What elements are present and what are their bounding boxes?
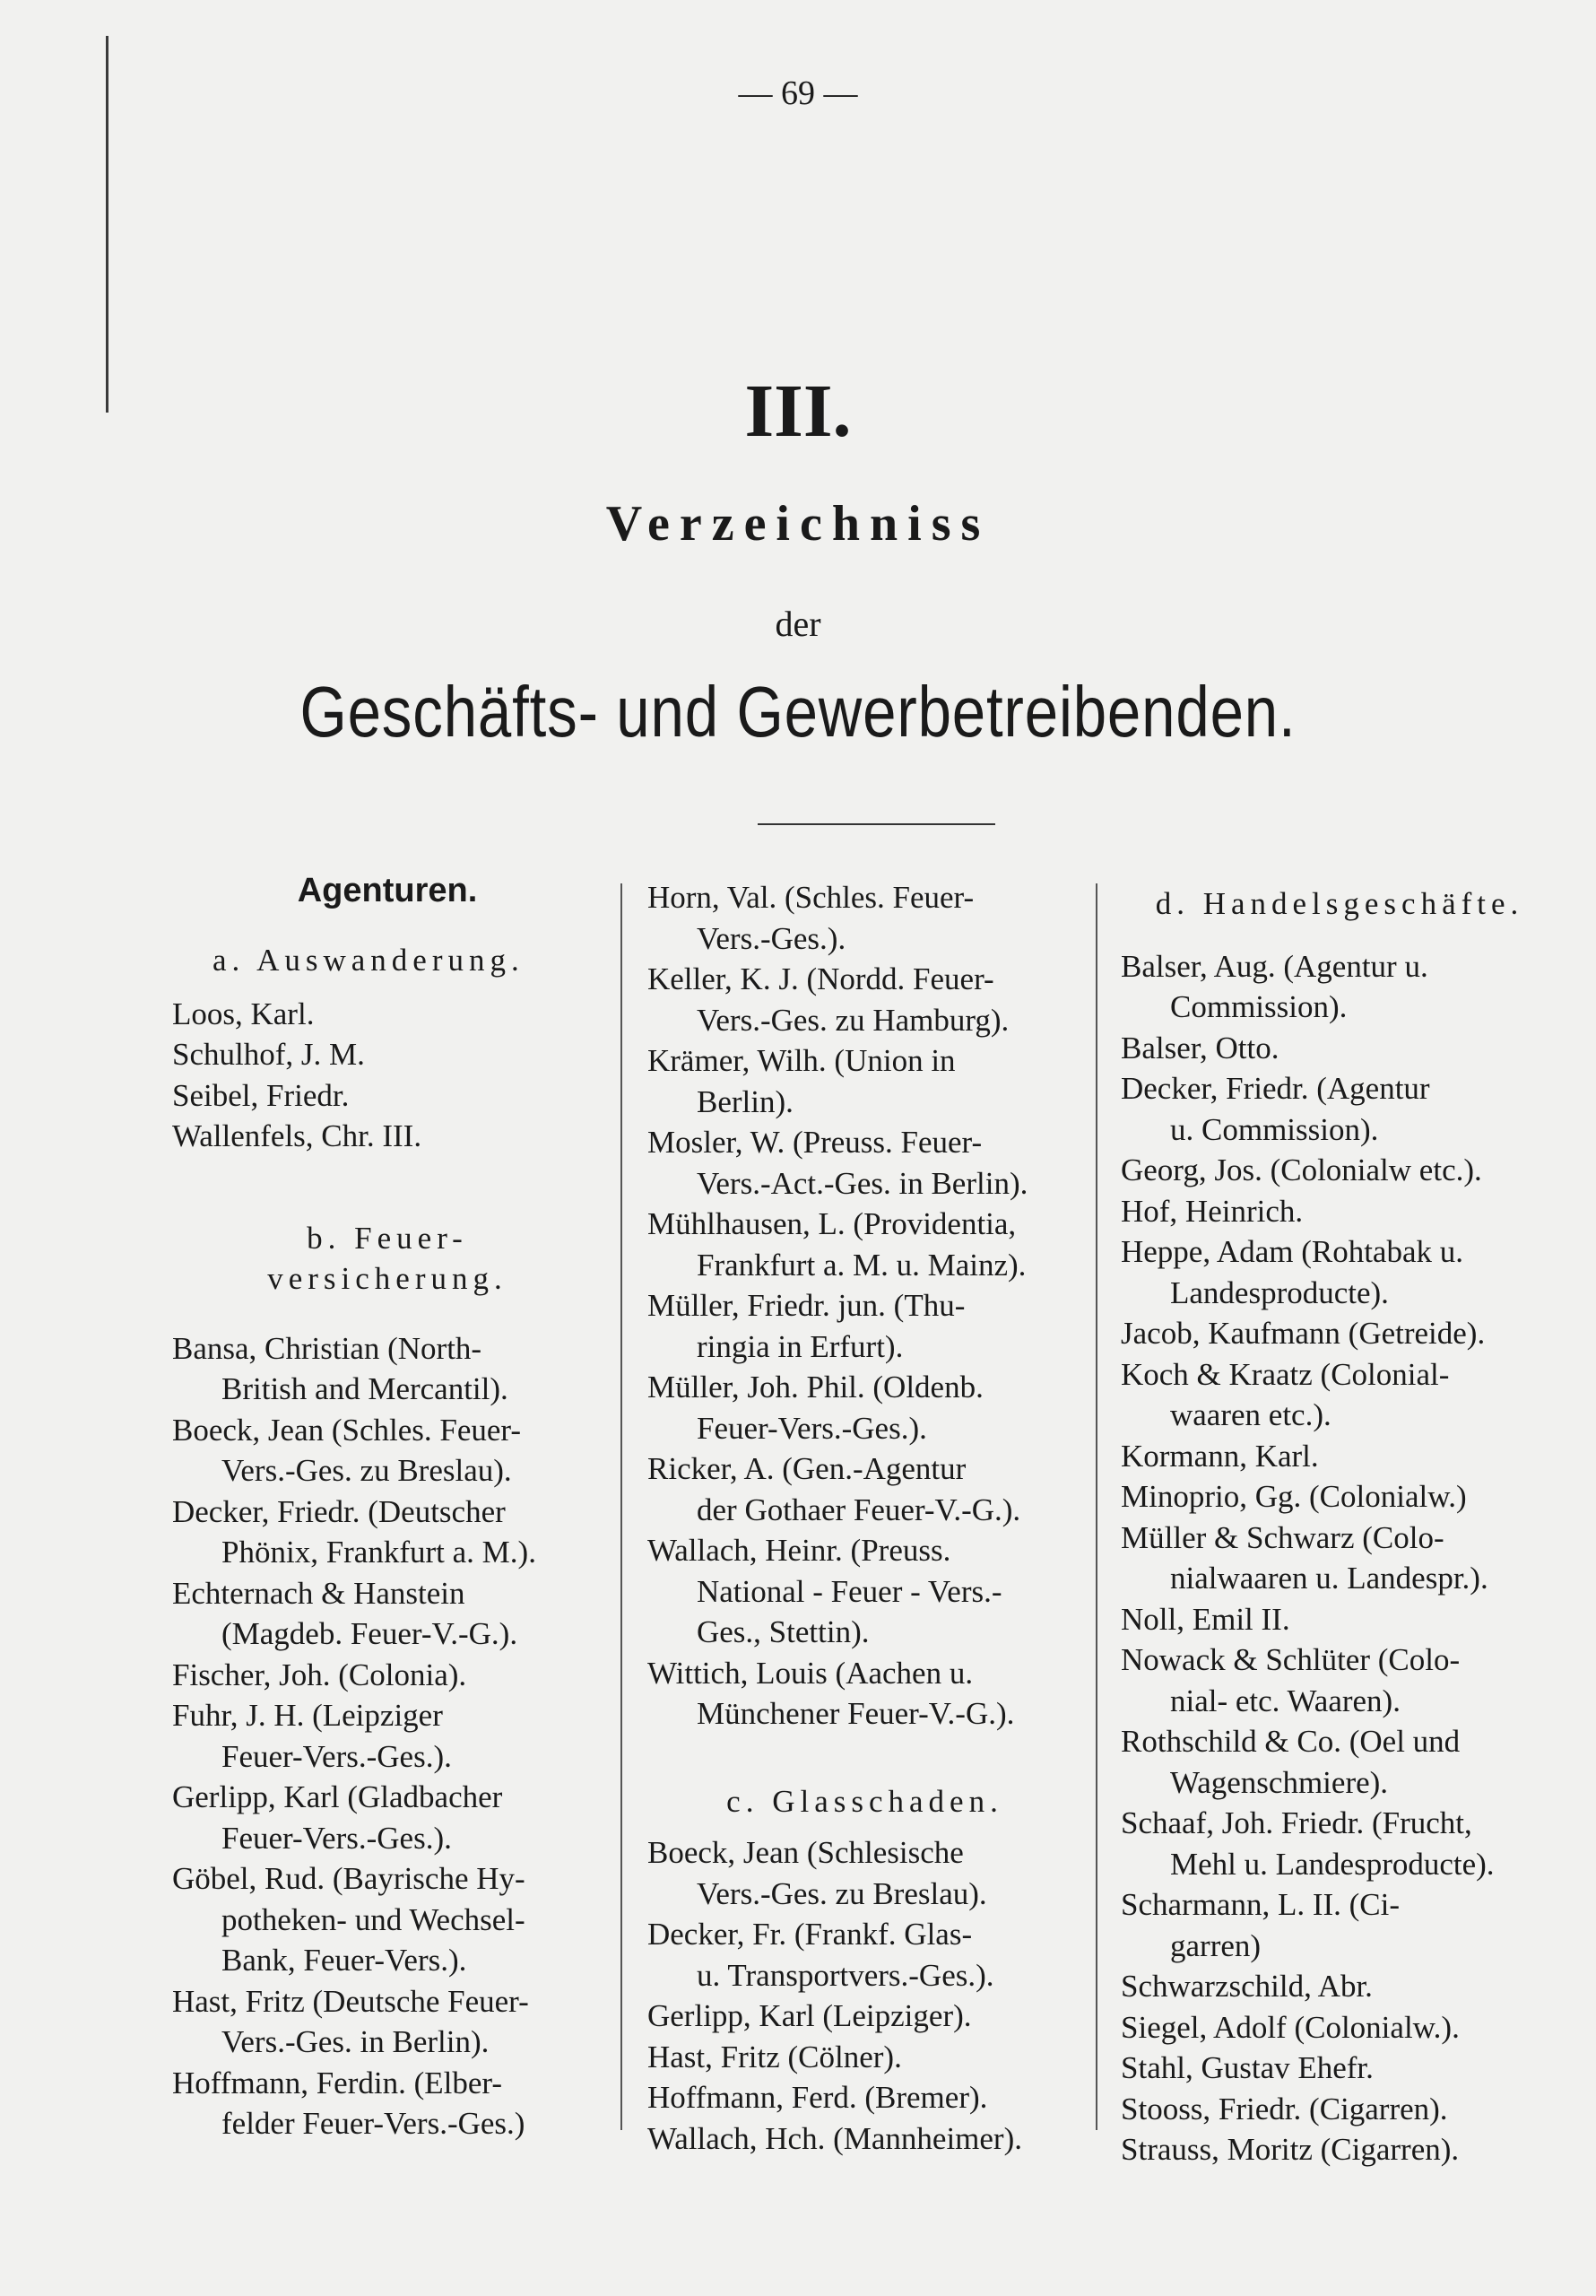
agenturen-heading: Agenturen.	[297, 872, 478, 909]
list-entry	[1121, 1803, 1558, 1884]
entry-continuation: nialwaaren u. Landespr.).	[1170, 1561, 1488, 1596]
list-entry	[1121, 1966, 1558, 2007]
entry-continuation: Vers.-Act.-Ges. in Berlin).	[697, 1165, 1028, 1201]
entry-line: Balser, Otto.	[1121, 1030, 1279, 1065]
list-entry	[1121, 1518, 1558, 1599]
list-entry	[1121, 2048, 1558, 2089]
entry-line: Müller, Friedr. jun. (Thu-	[647, 1288, 966, 1323]
list-entry	[1121, 1884, 1558, 1966]
list-entry	[647, 1448, 1082, 1530]
entry-line: Keller, K. J. (Nordd. Feuer-	[647, 961, 994, 996]
entry-continuation: Vers.-Ges. in Berlin).	[221, 2024, 490, 2059]
list-entry	[172, 1858, 603, 1981]
entry-line: Schaaf, Joh. Friedr. (Frucht,	[1121, 1805, 1472, 1840]
entry-line: Decker, Fr. (Frankf. Glas-	[647, 1917, 973, 1952]
column-agenturen	[172, 868, 603, 2144]
entry-line: Strauss, Moritz (Cigarren).	[1121, 2132, 1460, 2167]
list-entry	[647, 2077, 1082, 2118]
entry-line: Gerlipp, Karl (Leipziger).	[647, 1998, 972, 2033]
entry-continuation: Phönix, Frankfurt a. M.).	[221, 1535, 536, 1570]
entry-continuation: potheken- und Wechsel-	[221, 1901, 525, 1937]
list-entry	[647, 1285, 1082, 1367]
list-entry	[647, 1367, 1082, 1448]
entry-line: Echternach & Hanstein	[172, 1575, 465, 1611]
entry-line: Georg, Jos. (Colonialw etc.).	[1121, 1152, 1482, 1187]
entry-continuation: Mehl u. Landesproducte).	[1170, 1846, 1495, 1882]
list-entry	[1121, 1476, 1558, 1518]
list-entry	[172, 1573, 603, 1655]
list-entry	[172, 1075, 603, 1117]
list-entry	[172, 1034, 603, 1075]
entry-continuation: Ges., Stettin).	[697, 1614, 870, 1649]
section-glasschaden-label: c. Glasschaden.	[726, 1783, 1003, 1819]
list-entry	[1121, 1231, 1558, 1313]
title-divider	[758, 823, 995, 825]
entry-line: Balser, Aug. (Agentur u.	[1121, 948, 1428, 984]
entry-continuation: u. Transportvers.-Ges.).	[697, 1957, 994, 1993]
entry-line: Wittich, Louis (Aachen u.	[647, 1655, 974, 1691]
list-entry	[647, 2037, 1082, 2078]
list-entry	[172, 2063, 603, 2144]
list-entry	[1121, 1068, 1558, 1150]
entry-line: Wallach, Hch. (Mannheimer).	[647, 2120, 1022, 2156]
entry-continuation: British and Mercantil).	[221, 1371, 508, 1406]
list-entry	[647, 1653, 1082, 1735]
entry-continuation: Vers.-Ges.).	[697, 920, 846, 956]
entry-continuation: Feuer-Vers.-Ges.).	[221, 1820, 452, 1856]
entry-line: Kormann, Karl.	[1121, 1438, 1319, 1474]
list-entry	[1121, 1150, 1558, 1191]
list-entry	[1121, 1028, 1558, 1069]
entry-line: Hof, Heinrich.	[1121, 1193, 1304, 1229]
column-divider-2	[1096, 883, 1097, 2130]
list-entry	[647, 1122, 1082, 1204]
entry-line: Loos, Karl.	[172, 996, 315, 1031]
entry-line: Scharmann, L. II. (Ci-	[1121, 1887, 1401, 1922]
list-entry	[172, 1695, 603, 1777]
entry-line: Krämer, Wilh. (Union in	[647, 1043, 956, 1078]
list-entry	[1121, 2129, 1558, 2170]
entry-line: Jacob, Kaufmann (Getreide).	[1121, 1316, 1486, 1351]
section-feuerversicherung-label: versicherung.	[267, 1261, 507, 1296]
list-entry	[1121, 946, 1558, 1028]
entry-line: Decker, Friedr. (Deutscher	[172, 1493, 506, 1529]
section-feuerversicherung-label: b. Feuer-	[307, 1220, 468, 1256]
entry-continuation: Vers.-Ges. zu Hamburg).	[697, 1002, 1010, 1038]
entry-line: Seibel, Friedr.	[172, 1077, 350, 1113]
list-entry	[172, 1655, 603, 1696]
page-number: — 69 —	[738, 74, 858, 112]
section-handelsgeschaefte-label: d. Handelsgeschäfte.	[1155, 886, 1524, 921]
entry-line: Fuhr, J. H. (Leipziger	[172, 1698, 443, 1733]
entry-continuation: waaren etc.).	[1170, 1397, 1331, 1432]
section-roman-numeral: III.	[744, 370, 852, 453]
entry-line: Stooss, Friedr. (Cigarren).	[1121, 2091, 1448, 2126]
entry-line: Mühlhausen, L. (Providentia,	[647, 1206, 1017, 1241]
entry-line: Minoprio, Gg. (Colonialw.)	[1121, 1479, 1467, 1514]
entry-continuation: ringia in Erfurt).	[697, 1328, 904, 1364]
list-entry	[647, 1530, 1082, 1653]
entry-continuation: Landesproducte).	[1170, 1274, 1389, 1310]
entry-continuation: nial- etc. Waaren).	[1170, 1683, 1401, 1718]
entry-line: Heppe, Adam (Rohtabak u.	[1121, 1234, 1463, 1269]
list-entry	[647, 877, 1082, 959]
entry-line: Siegel, Adolf (Colonialw.).	[1121, 2009, 1460, 2045]
list-entry	[647, 2118, 1082, 2160]
entry-continuation: Feuer-Vers.-Ges.).	[697, 1410, 927, 1446]
entry-continuation: garren)	[1170, 1927, 1262, 1963]
list-entry	[172, 1492, 603, 1573]
entry-continuation: Wagenschmiere).	[1170, 1764, 1389, 1800]
list-entry	[1121, 1313, 1558, 1354]
title-main: Geschäfts- und Gewerbetreibenden.	[299, 672, 1297, 752]
entry-line: Noll, Emil II.	[1121, 1601, 1290, 1637]
list-entry	[647, 1914, 1082, 1996]
entry-line: Rothschild & Co. (Oel und	[1121, 1724, 1461, 1759]
entry-line: Boeck, Jean (Schles. Feuer-	[172, 1412, 522, 1448]
entry-continuation: Frankfurt a. M. u. Mainz).	[697, 1247, 1027, 1283]
entry-line: Stahl, Gustav Ehefr.	[1121, 2050, 1374, 2085]
entry-line: Schwarzschild, Abr.	[1121, 1969, 1373, 2004]
entry-line: Boeck, Jean (Schlesische	[647, 1835, 964, 1870]
list-entry	[172, 1410, 603, 1492]
entry-continuation: Feuer-Vers.-Ges.).	[221, 1738, 452, 1774]
entry-line: Müller, Joh. Phil. (Oldenb.	[647, 1370, 984, 1405]
list-entry	[1121, 1721, 1558, 1803]
list-entry	[1121, 1639, 1558, 1721]
entry-continuation: Münchener Feuer-V.-G.).	[697, 1696, 1015, 1731]
entry-continuation: Berlin).	[697, 1083, 794, 1119]
entry-continuation: der Gothaer Feuer-V.-G.).	[697, 1492, 1021, 1527]
entry-line: Hast, Fritz (Deutsche Feuer-	[172, 1983, 529, 2019]
entry-line: Hast, Fritz (Cölner).	[647, 2039, 902, 2074]
list-entry	[1121, 2089, 1558, 2130]
entry-line: Wallach, Heinr. (Preuss.	[647, 1533, 951, 1568]
column-handelsgeschaefte	[1121, 883, 1558, 2170]
list-entry	[647, 1204, 1082, 1285]
entry-line: Gerlipp, Karl (Gladbacher	[172, 1779, 503, 1814]
entry-line: Nowack & Schlüter (Colo-	[1121, 1642, 1461, 1677]
entry-line: Mosler, W. (Preuss. Feuer-	[647, 1125, 983, 1160]
list-entry	[172, 1116, 603, 1157]
list-entry	[647, 1832, 1082, 1914]
entry-continuation: (Magdeb. Feuer-V.-G.).	[221, 1616, 518, 1651]
title-verzeichniss: Verzeichniss	[605, 496, 991, 552]
entry-continuation: National - Feuer - Vers.-	[697, 1573, 1002, 1609]
entry-line: Decker, Friedr. (Agentur	[1121, 1071, 1430, 1106]
entry-line: Koch & Kraatz (Colonial-	[1121, 1356, 1450, 1392]
entry-continuation: Vers.-Ges. zu Breslau).	[697, 1875, 987, 1911]
entry-line: Ricker, A. (Gen.-Agentur	[647, 1451, 967, 1486]
list-entry	[172, 1328, 603, 1410]
entry-line: Hoffmann, Ferd. (Bremer).	[647, 2080, 988, 2115]
entry-line: Hoffmann, Ferdin. (Elber-	[172, 2065, 502, 2100]
title-der: der	[775, 604, 821, 644]
list-entry	[1121, 1354, 1558, 1436]
list-entry	[647, 1040, 1082, 1122]
list-entry	[172, 994, 603, 1035]
section-auswanderung-label: a. Auswanderung.	[213, 943, 525, 978]
entry-continuation: Vers.-Ges. zu Breslau).	[221, 1453, 512, 1488]
entry-line: Bansa, Christian (North-	[172, 1330, 482, 1366]
entry-line: Wallenfels, Chr. III.	[172, 1118, 422, 1153]
list-entry	[1121, 2007, 1558, 2048]
entry-line: Müller & Schwarz (Colo-	[1121, 1519, 1444, 1555]
entry-line: Fischer, Joh. (Colonia).	[172, 1657, 467, 1692]
list-entry	[647, 959, 1082, 1040]
list-entry	[1121, 1191, 1558, 1232]
column-feuer-glas	[647, 877, 1082, 2159]
column-divider-1	[620, 883, 622, 2130]
entry-continuation: felder Feuer-Vers.-Ges.)	[221, 2106, 525, 2141]
entry-continuation: Commission).	[1170, 989, 1348, 1024]
list-entry	[647, 1996, 1082, 2037]
list-entry	[172, 1777, 603, 1858]
entry-line: Schulhof, J. M.	[172, 1037, 365, 1072]
entry-continuation: Bank, Feuer-Vers.).	[221, 1943, 467, 1978]
entry-line: Horn, Val. (Schles. Feuer-	[647, 880, 975, 915]
entry-continuation: u. Commission).	[1170, 1111, 1379, 1147]
list-entry	[1121, 1599, 1558, 1640]
entry-line: Göbel, Rud. (Bayrische Hy-	[172, 1861, 525, 1896]
list-entry	[1121, 1436, 1558, 1477]
list-entry	[172, 1981, 603, 2063]
